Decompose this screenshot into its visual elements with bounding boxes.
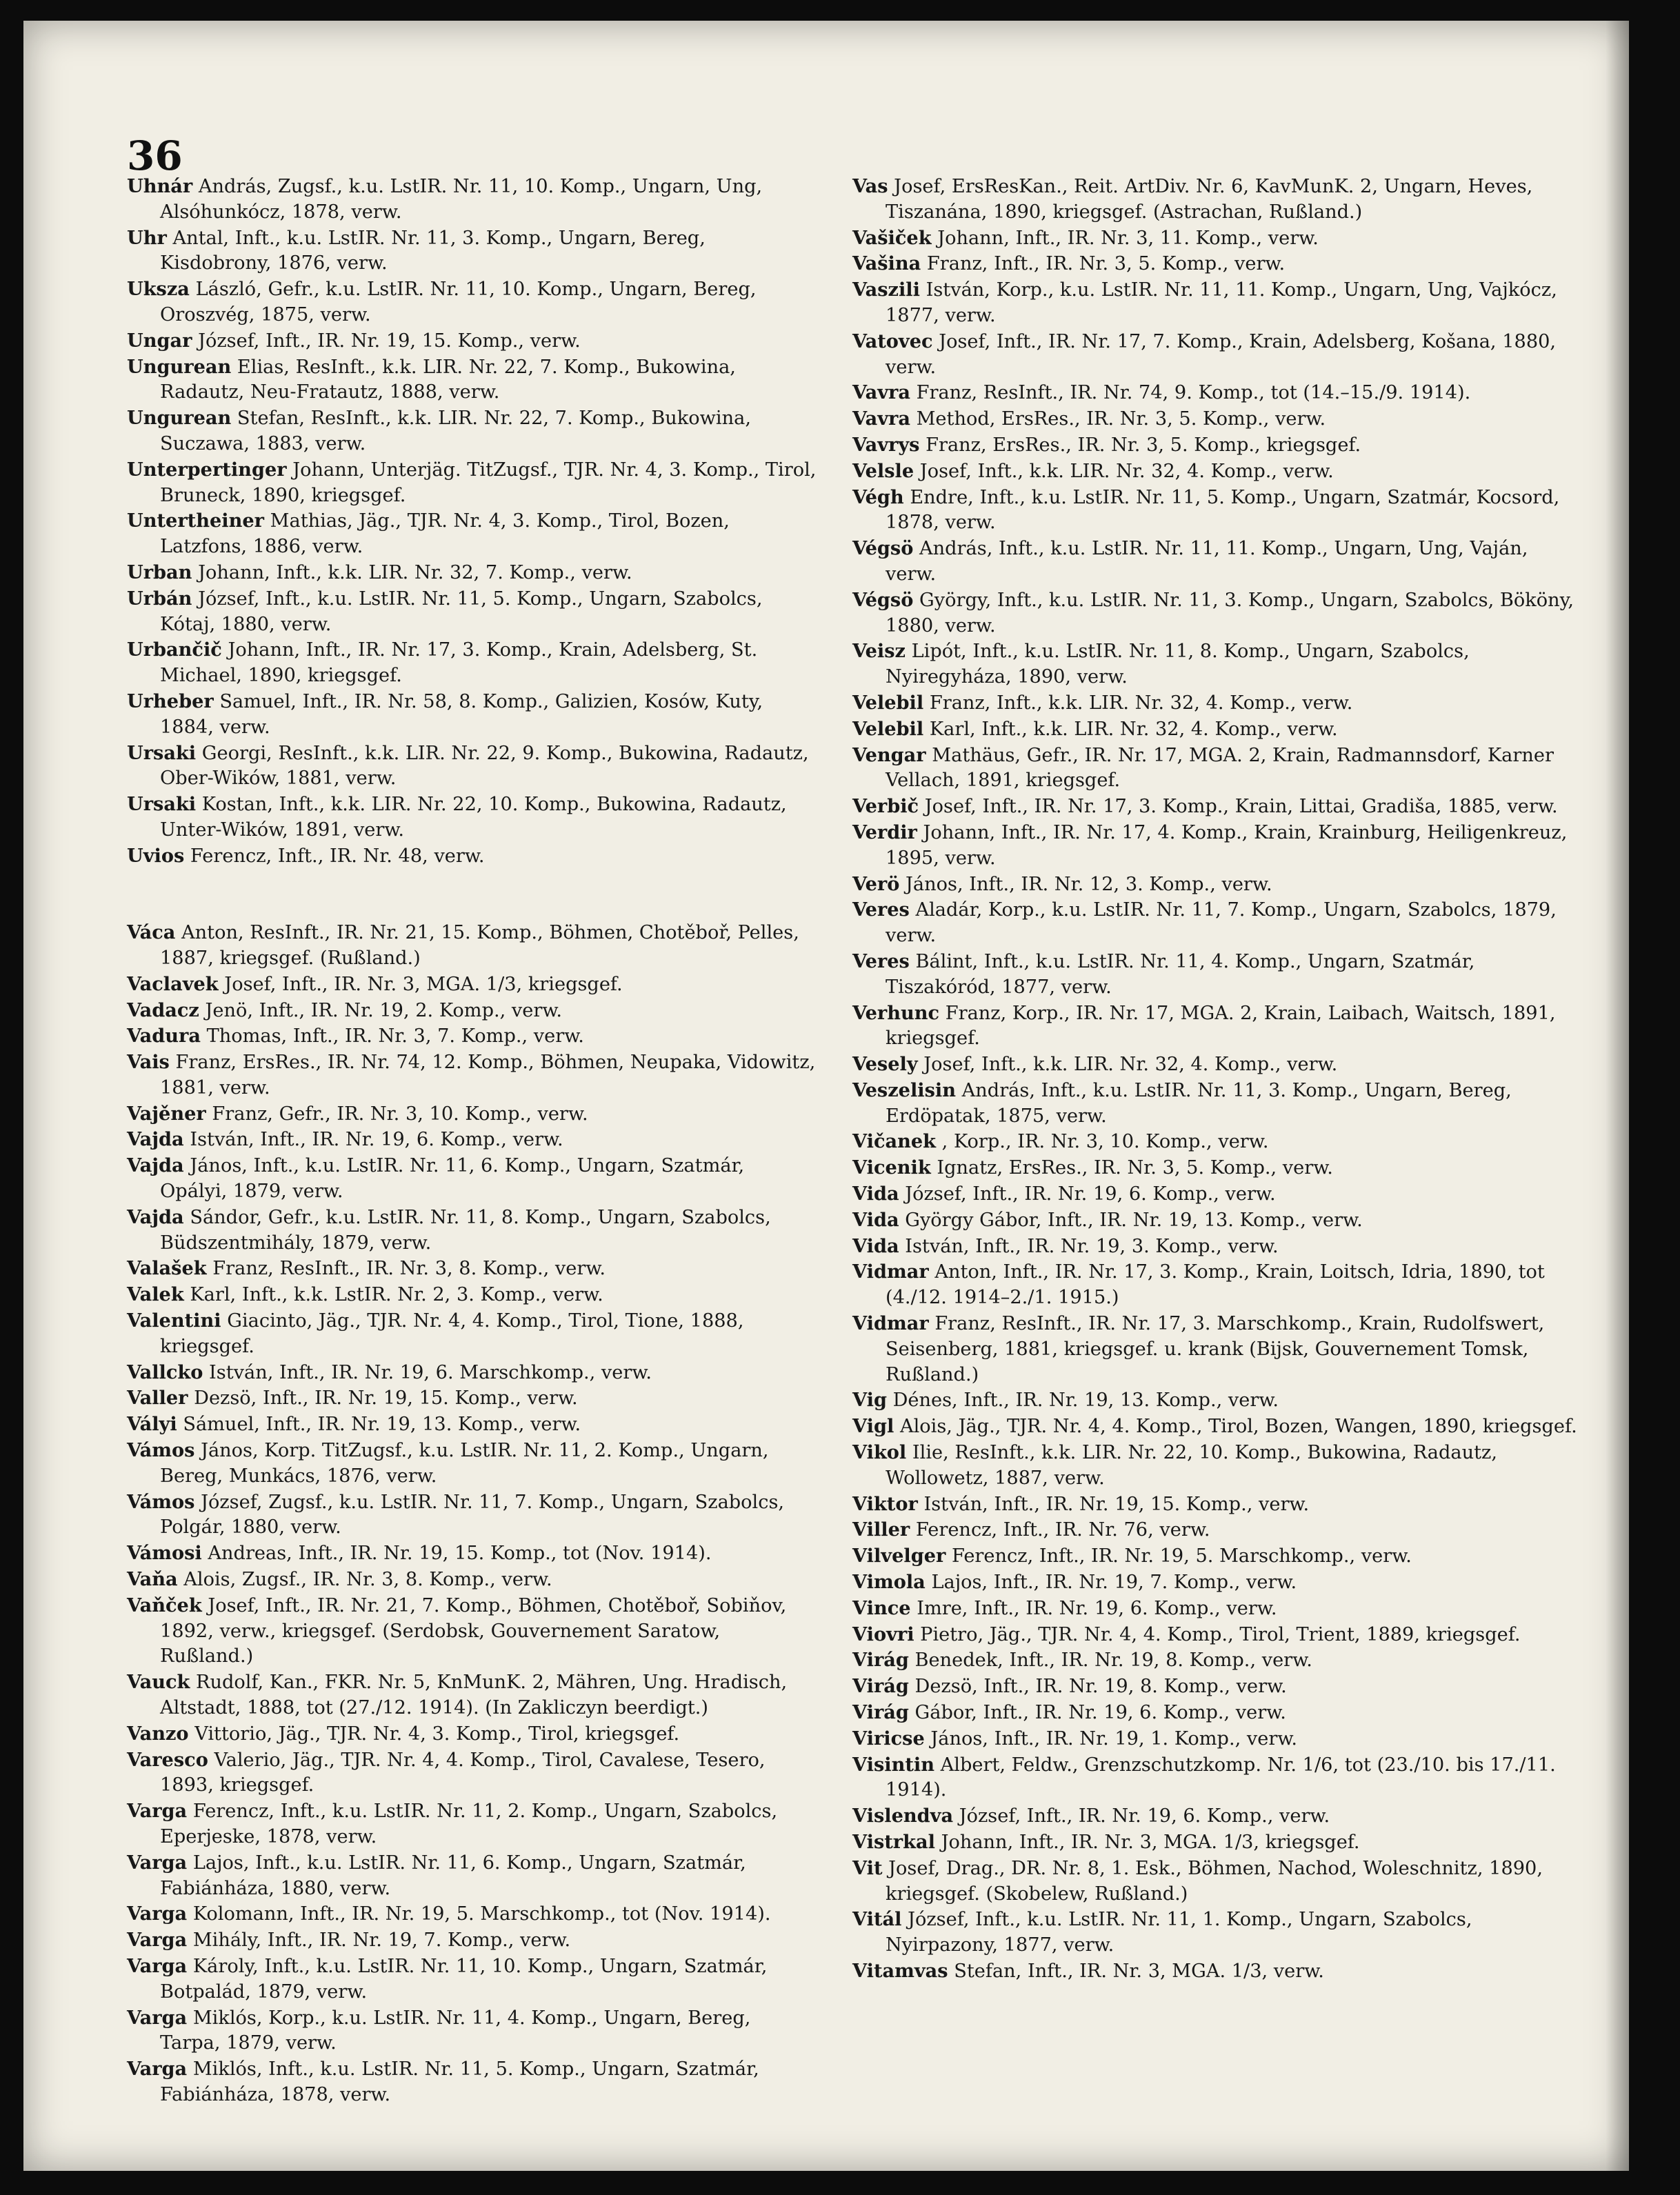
entry-details: Valerio, Jäg., TJR. Nr. 4, 4. Komp., Tirol, Cavalese, Tesero, 1893, kriegsgef. [160,1749,766,1796]
entry-details: György Gábor, Inft., IR. Nr. 19, 13. Komp., verw. [899,1209,1363,1231]
register-entry [852,1052,1580,1078]
entry-details: József, Inft., k.u. LstIR. Nr. 11, 5. Komp., Ungarn, Szabolcs, Kótaj, 1880, verw. [160,588,763,635]
register-entry [127,1798,817,1850]
entry-details: József, Inft., k.u. LstIR. Nr. 11, 1. Komp., Ungarn, Szabolcs, Nyirpazony, 1877, verw. [886,1909,1472,1956]
register-entry [127,1490,817,1541]
entry-surname: Verhunc [852,1001,940,1024]
entry-surname: Varesco [127,1748,208,1771]
register-entry [852,1259,1580,1311]
register-entry [852,329,1580,381]
entry-surname: Vikol [852,1441,907,1464]
entry-surname: Vajda [127,1128,184,1151]
entry-details: Anton, ResInft., IR. Nr. 21, 15. Komp., Böhmen, Chotěboř, Pelles, 1887, kriegsgef. (Rußland.) [160,922,799,969]
entry-surname: Vida [852,1234,899,1257]
register-entry [127,1721,817,1747]
register-entry [127,560,817,586]
entry-details: Ferencz, Inft., IR. Nr. 19, 5. Marschkomp., verw. [946,1545,1412,1567]
register-entry [852,380,1580,406]
entry-details: Josef, ErsResKan., Reit. ArtDiv. Nr. 6, KavMunK. 2, Ungarn, Heves, Tiszanána, 1890, kriegsgef. (Astrachan, Rußland.) [886,176,1533,223]
entry-surname: Vistrkal [852,1831,935,1853]
entry-details: Franz, Inft., k.k. LIR. Nr. 32, 4. Komp., verw. [923,692,1353,714]
register-entry [852,794,1580,820]
entry-details: János, Inft., k.u. LstIR. Nr. 11, 6. Komp., Ungarn, Szatmár, Opályi, 1879, verw. [160,1155,745,1203]
entry-surname: Verö [852,872,900,895]
register-entry [127,1023,817,1050]
register-entry [127,174,817,225]
entry-details: Rudolf, Kan., FKR. Nr. 5, KnMunK. 2, Mähren, Ung. Hradisch, Altstadt, 1888, tot (27./12. 1914). (In Zakliczyn beerdigt.) [160,1672,788,1719]
entry-details: Mathäus, Gefr., IR. Nr. 17, MGA. 2, Krain, Radmannsdorf, Karner Vellach, 1891, kriegsgef. [886,744,1554,792]
entry-surname: Velebil [852,691,924,714]
register-entry [852,639,1580,690]
entry-surname: Uhr [127,226,167,249]
entry-details: István, Inft., IR. Nr. 19, 6. Komp., verw. [183,1129,563,1151]
entry-details: János, Korp. TitZugsf., k.u. LstIR. Nr. 11, 2. Komp., Ungarn, Bereg, Munkács, 1876, verw. [160,1440,769,1487]
entry-surname: Varga [127,2058,188,2081]
entry-surname: Vida [852,1208,899,1231]
register-entry [127,1127,817,1153]
register-entry [127,1927,817,1954]
entry-surname: Vesely [852,1053,918,1076]
entry-details: Benedek, Inft., IR. Nr. 19, 8. Komp., verw. [908,1650,1312,1672]
entry-surname: Vallcko [127,1361,203,1383]
entry-surname: Valašek [127,1257,207,1280]
register-entry [127,1308,817,1360]
register-entry [852,588,1580,639]
entry-details: Giacinto, Jäg., TJR. Nr. 4, 4. Komp., Tirol, Tione, 1888, kriegsgef. [160,1310,744,1357]
entry-details: Gábor, Inft., IR. Nr. 19, 6. Komp., verw. [908,1702,1286,1724]
entry-surname: Ursaki [127,793,197,816]
right-column [852,174,1580,1985]
entry-surname: Viller [852,1519,910,1541]
entry-details: Lajos, Inft., k.u. LstIR. Nr. 11, 6. Komp., Ungarn, Szatmár, Fabiánháza, 1880, verw. [160,1852,746,1899]
entry-details: Franz, Gefr., IR. Nr. 3, 10. Komp., verw. [206,1103,588,1125]
entry-surname: Urheber [127,690,214,712]
register-entry [127,225,817,277]
register-entry [127,405,817,457]
entry-surname: Unterpertinger [127,458,287,481]
entry-surname: Viricse [852,1727,925,1750]
entry-surname: Vislendva [852,1805,954,1827]
register-entry [127,689,817,741]
entry-surname: Vavrys [852,433,920,456]
entry-surname: Vadacz [127,999,199,1021]
left-entry-group-v [127,920,817,2108]
entry-details: István, Inft., IR. Nr. 19, 6. Marschkomp., verw. [203,1361,652,1383]
entry-details: Dezsö, Inft., IR. Nr. 19, 8. Komp., verw. [908,1676,1287,1698]
entry-details: Kostan, Inft., k.k. LIR. Nr. 22, 10. Komp., Bukowina, Radautz, Unter-Wików, 1891, verw. [160,794,787,841]
register-entry [852,1907,1580,1958]
entry-surname: Vengar [852,743,926,766]
register-entry [852,1234,1580,1260]
entry-surname: Vauck [127,1671,190,1694]
entry-details: Josef, Inft., k.k. LIR. Nr. 32, 4. Komp., verw. [914,460,1334,482]
entry-details: András, Inft., k.u. LstIR. Nr. 11, 3. Komp., Ungarn, Bereg, Erdöpatak, 1875, verw. [886,1079,1512,1127]
register-entry [852,277,1580,329]
register-entry [852,1311,1580,1387]
entry-details: Karl, Inft., k.k. LstIR. Nr. 2, 3. Komp., verw. [183,1284,603,1306]
entry-surname: Vas [852,175,888,197]
entry-surname: Vadura [127,1025,201,1048]
entry-surname: Vaňa [127,1568,178,1591]
register-entry [852,716,1580,743]
entry-details: Kolomann, Inft., IR. Nr. 19, 5. Marschkomp., tot (Nov. 1914). [187,1903,771,1925]
register-entry [852,1440,1580,1492]
section-gap [127,870,817,921]
register-entry [127,637,817,689]
entry-details: Mihály, Inft., IR. Nr. 19, 7. Komp., verw. [187,1930,571,1952]
register-entry [127,1901,817,1927]
entry-details: János, Inft., IR. Nr. 19, 1. Komp., verw. [924,1727,1298,1750]
register-entry [127,277,817,328]
entry-surname: Varga [127,2006,188,2029]
entry-details: András, Inft., k.u. LstIR. Nr. 11, 11. Komp., Ungarn, Ung, Vaján, verw. [886,538,1528,585]
register-entry [127,1360,817,1386]
entry-surname: Vig [852,1389,887,1412]
entry-details: Ferencz, Inft., IR. Nr. 48, verw. [184,845,485,867]
entry-surname: Vaszili [852,279,920,301]
register-entry [127,1567,817,1593]
entry-surname: Végsö [852,537,914,560]
entry-details: Endre, Inft., k.u. LstIR. Nr. 11, 5. Komp., Ungarn, Szatmár, Kocsord, 1878, verw. [886,486,1560,534]
entry-details: Johann, Inft., IR. Nr. 17, 3. Komp., Krain, Adelsberg, St. Michael, 1890, kriegsgef. [160,639,758,687]
register-entry [127,1385,817,1412]
entry-surname: Viovri [852,1623,914,1645]
entry-details: Anton, Inft., IR. Nr. 17, 3. Komp., Krain, Loitsch, Idria, 1890, tot (4./12. 1914–2./1. 1915.) [886,1261,1545,1309]
entry-surname: Vavra [852,381,910,404]
entry-surname: Vimola [852,1571,926,1594]
entry-details: Johann, Unterjäg. TitZugsf., TJR. Nr. 4, 3. Komp., Tirol, Bruneck, 1890, kriegsgef. [160,459,817,506]
entry-details: Jenö, Inft., IR. Nr. 19, 2. Komp., verw. [199,999,563,1021]
entry-surname: Végh [852,485,904,508]
entry-details: Johann, Inft., IR. Nr. 3, 11. Komp., verw. [931,227,1319,249]
entry-details: Lajos, Inft., IR. Nr. 19, 7. Komp., verw. [925,1572,1297,1594]
register-entry [127,1670,817,1721]
register-entry [127,1954,817,2005]
entry-details: Ignatz, ErsRes., IR. Nr. 3, 5. Komp., verw. [930,1157,1333,1179]
register-entry [127,354,817,406]
register-entry [127,1282,817,1308]
register-entry [852,1387,1580,1414]
entry-details: Josef, Inft., IR. Nr. 21, 7. Komp., Böhmen, Chotěboř, Sobiňov, 1892, verw., kriegsgef. (Serdobsk, Gouvernement Saratow, Rußland.) [160,1594,787,1667]
entry-details: Josef, Drag., DR. Nr. 8, 1. Esk., Böhmen, Nachod, Woleschnitz, 1890, kriegsgef. (Skobelew, Rußland.) [882,1857,1543,1905]
register-entry [852,1078,1580,1130]
entry-surname: Urbán [127,587,192,610]
entry-details: Alois, Jäg., TJR. Nr. 4, 4. Komp., Tirol, Bozen, Wangen, 1890, kriegsgef. [894,1416,1577,1438]
entry-surname: Vince [852,1596,911,1619]
entry-surname: Virág [852,1701,909,1724]
register-entry [852,1414,1580,1440]
register-entry [852,820,1580,872]
register-entry [852,1543,1580,1570]
entry-surname: Vida [852,1183,899,1205]
entry-details: Georgi, ResInft., k.k. LIR. Nr. 22, 9. Komp., Bukowina, Radautz, Ober-Wików, 1881, verw. [160,742,809,790]
entry-details: Franz, ResInft., IR. Nr. 17, 3. Marschkomp., Krain, Rudolfswert, Seisenberg, 1881, kriegsgef. u. krank (Bijsk, Gouvernement Tomsk, Rußland.) [886,1313,1545,1385]
entry-surname: Ungar [127,329,192,352]
register-entry [852,1726,1580,1752]
entry-surname: Vavra [852,408,910,430]
book-page [23,21,1629,2171]
entry-details: Lipót, Inft., k.u. LstIR. Nr. 11, 8. Komp., Ungarn, Szabolcs, Nyiregyháza, 1890, verw. [886,641,1470,688]
entry-surname: Uksza [127,278,190,301]
register-entry [127,1050,817,1101]
register-entry [852,1958,1580,1985]
entry-surname: Végsö [852,588,914,611]
entry-surname: Vigl [852,1415,894,1438]
register-entry [127,792,817,843]
entry-details: András, Zugsf., k.u. LstIR. Nr. 11, 10. Komp., Ungarn, Ung, Alsóhunkócz, 1878, verw. [160,176,763,223]
register-entry [852,743,1580,794]
entry-details: Bálint, Inft., k.u. LstIR. Nr. 11, 4. Komp., Ungarn, Szatmár, Tiszakóród, 1877, verw. [886,950,1475,998]
entry-surname: Vais [127,1051,170,1074]
entry-surname: Valler [127,1387,188,1410]
entry-details: János, Inft., IR. Nr. 12, 3. Komp., verw. [899,873,1272,895]
entry-surname: Vályi [127,1413,177,1436]
entry-details: Vittorio, Jäg., TJR. Nr. 4, 3. Komp., Tirol, kriegsgef. [188,1723,680,1745]
entry-details: Miklós, Inft., k.u. LstIR. Nr. 11, 5. Komp., Ungarn, Szatmár, Fabiánháza, 1878, verw. [160,2058,759,2105]
entry-surname: Vidmar [852,1312,929,1335]
register-entry [127,1541,817,1567]
entry-details: József, Inft., IR. Nr. 19, 6. Komp., verw. [953,1805,1330,1827]
entry-details: Franz, Inft., IR. Nr. 3, 5. Komp., verw. [921,253,1286,275]
register-entry [127,508,817,560]
register-entry [127,1412,817,1438]
entry-details: Johann, Inft., k.k. LIR. Nr. 32, 7. Komp., verw. [192,561,632,583]
entry-surname: Vatovec [852,330,933,352]
register-entry [127,1593,817,1670]
entry-details: József, Inft., IR. Nr. 19, 15. Komp., verw. [192,330,581,352]
entry-surname: Uvios [127,844,185,867]
entry-surname: Ungurean [127,407,232,430]
entry-surname: Varga [127,1929,188,1952]
entry-surname: Vajda [127,1205,184,1228]
entry-details: Elias, ResInft., k.k. LIR. Nr. 22, 7. Komp., Bukowina, Radautz, Neu-Fratautz, 1888, verw. [160,356,736,403]
entry-surname: Vámos [127,1439,195,1462]
register-entry [852,1001,1580,1052]
entry-surname: Vitál [852,1908,902,1931]
entry-details: Ferencz, Inft., k.u. LstIR. Nr. 11, 2. Komp., Ungarn, Szabolcs, Eperjeske, 1878, verw. [160,1801,778,1847]
register-entry [127,328,817,354]
register-entry [127,1205,817,1256]
left-entry-group-u [127,174,817,870]
entry-details: Samuel, Inft., IR. Nr. 58, 8. Komp., Galizien, Kosów, Kuty, 1884, verw. [160,690,763,738]
entry-surname: Veres [852,899,910,921]
entry-surname: Vit [852,1856,883,1879]
entry-surname: Vašina [852,252,921,275]
register-entry [127,2005,817,2057]
entry-surname: Vaclavek [127,972,219,995]
register-entry [127,1438,817,1490]
register-entry [852,1700,1580,1726]
entry-surname: Veres [852,950,910,972]
entry-surname: Untertheiner [127,510,264,532]
register-entry [127,741,817,792]
entry-surname: Varga [127,1851,188,1874]
register-entry [127,972,817,998]
register-entry [127,920,817,972]
entry-surname: Vilvelger [852,1545,946,1567]
entry-details: László, Gefr., k.u. LstIR. Nr. 11, 10. Komp., Ungarn, Bereg, Oroszvég, 1875, verw. [160,279,757,325]
register-entry [852,1155,1580,1181]
entry-surname: Ursaki [127,741,197,764]
register-entry [852,432,1580,459]
register-entry [127,2056,817,2108]
register-entry [852,1570,1580,1596]
entry-details: Franz, ErsRes., IR. Nr. 74, 12. Komp., Böhmen, Neupaka, Vidowitz, 1881, verw. [160,1052,816,1099]
register-entry [127,1153,817,1205]
entry-surname: Vajěner [127,1102,206,1125]
entry-details: Josef, Inft., IR. Nr. 17, 3. Komp., Krain, Littai, Gradiša, 1885, verw. [919,796,1558,818]
register-entry [852,949,1580,1001]
register-entry [852,690,1580,716]
entry-surname: Varga [127,1954,188,1977]
right-entry-group [852,174,1580,1985]
register-entry [127,586,817,638]
register-entry [127,843,817,870]
register-entry [852,1674,1580,1700]
register-entry [127,1101,817,1127]
entry-surname: Virág [852,1675,909,1698]
entry-details: Stefan, Inft., IR. Nr. 3, MGA. 1/3, verw. [948,1960,1324,1982]
entry-details: Stefan, ResInft., k.k. LIR. Nr. 22, 7. Komp., Bukowina, Suczawa, 1883, verw. [160,408,751,454]
register-entry [852,1207,1580,1234]
entry-details: Karl, Inft., k.k. LIR. Nr. 32, 4. Komp., verw. [923,718,1338,740]
entry-details: Josef, Inft., IR. Nr. 3, MGA. 1/3, kriegsgef. [218,973,623,995]
entry-details: Sándor, Gefr., k.u. LstIR. Nr. 11, 8. Komp., Ungarn, Szabolcs, Büdszentmihály, 1879, verw. [160,1206,771,1254]
entry-surname: Váca [127,921,176,944]
register-entry [852,536,1580,588]
register-entry [852,1492,1580,1518]
entry-details: Aladár, Korp., k.u. LstIR. Nr. 11, 7. Komp., Ungarn, Szabolcs, 1879, verw. [886,899,1557,947]
entry-details: Mathias, Jäg., TJR. Nr. 4, 3. Komp., Tirol, Bozen, Latzfons, 1886, verw. [160,510,730,558]
register-entry [852,1647,1580,1674]
entry-details: József, Zugsf., k.u. LstIR. Nr. 11, 7. Komp., Ungarn, Szabolcs, Polgár, 1880, verw. [160,1491,785,1538]
entry-details: Imre, Inft., IR. Nr. 19, 6. Komp., verw. [910,1597,1277,1619]
entry-details: Josef, Inft., IR. Nr. 17, 7. Komp., Krain, Adelsberg, Košana, 1880, verw. [886,330,1557,378]
entry-details: Johann, Inft., IR. Nr. 17, 4. Komp., Krain, Krainburg, Heiligenkreuz, 1895, verw. [886,821,1568,869]
entry-details: Andreas, Inft., IR. Nr. 19, 15. Komp., tot (Nov. 1914). [201,1543,712,1565]
entry-details: Sámuel, Inft., IR. Nr. 19, 13. Komp., verw. [177,1414,581,1436]
entry-surname: Valek [127,1283,184,1306]
entry-surname: Urbančič [127,639,222,661]
register-entry [852,459,1580,485]
register-entry [852,1752,1580,1804]
register-entry [852,1856,1580,1907]
register-entry [852,1803,1580,1830]
entry-surname: Valentini [127,1310,221,1332]
entry-surname: Vámos [127,1490,195,1513]
entry-surname: Uhnár [127,175,193,197]
entry-surname: Visintin [852,1753,934,1776]
entry-surname: Varga [127,1903,188,1925]
entry-surname: Ungurean [127,355,232,378]
entry-surname: Vidmar [852,1261,929,1283]
entry-surname: Vičanek [852,1130,937,1153]
page-number: 36 [127,132,183,179]
entry-surname: Veisz [852,640,906,663]
entry-details: Dénes, Inft., IR. Nr. 19, 13. Komp., verw. [886,1390,1279,1412]
entry-details: Method, ErsRes., IR. Nr. 3, 5. Komp., verw. [910,408,1326,430]
entry-details: István, Inft., IR. Nr. 19, 15. Komp., verw. [917,1493,1310,1515]
entry-details: György, Inft., k.u. LstIR. Nr. 11, 3. Komp., Ungarn, Szabolcs, Bököny, 1880, verw. [886,589,1574,637]
entry-details: Ilie, ResInft., k.k. LIR. Nr. 22, 10. Komp., Bukowina, Radautz, Wollowetz, 1887, verw. [886,1442,1498,1489]
register-entry [852,485,1580,537]
register-entry [852,406,1580,432]
register-entry [852,1830,1580,1856]
entry-details: Franz, ResInft., IR. Nr. 3, 8. Komp., verw. [206,1258,606,1280]
entry-details: Franz, ResInft., IR. Nr. 74, 9. Komp., tot (14.–15./9. 1914). [910,382,1471,404]
register-entry [127,457,817,509]
entry-surname: Velsle [852,459,914,482]
entry-surname: Vašiček [852,226,932,249]
register-entry [127,1256,817,1282]
entry-details: Alois, Zugsf., IR. Nr. 3, 8. Komp., verw. [177,1569,552,1591]
entry-details: István, Korp., k.u. LstIR. Nr. 11, 11. Komp., Ungarn, Ung, Vajkócz, 1877, verw. [886,279,1557,326]
entry-surname: Vicenik [852,1156,931,1179]
entry-details: Miklós, Korp., k.u. LstIR. Nr. 11, 4. Komp., Ungarn, Bereg, Tarpa, 1879, verw. [160,2007,751,2054]
entry-details: Albert, Feldw., Grenzschutzkomp. Nr. 1/6, tot (23./10. bis 17./11. 1914). [886,1754,1556,1801]
entry-details: Pietro, Jäg., TJR. Nr. 4, 4. Komp., Tirol, Trient, 1889, kriegsgef. [914,1623,1521,1645]
register-entry [852,897,1580,949]
entry-surname: Verbič [852,795,919,818]
entry-surname: Vámosi [127,1542,202,1565]
register-entry [852,1181,1580,1207]
entry-details: Johann, Inft., IR. Nr. 3, MGA. 1/3, kriegsgef. [934,1832,1360,1853]
register-entry [127,998,817,1024]
entry-surname: Urban [127,561,192,583]
register-entry [852,1596,1580,1622]
entry-details: Dezsö, Inft., IR. Nr. 19, 15. Komp., verw. [188,1387,578,1410]
entry-details: Thomas, Inft., IR. Nr. 3, 7. Komp., verw. [200,1025,584,1048]
register-entry [852,1622,1580,1648]
register-entry [852,872,1580,898]
entry-surname: Vaňček [127,1594,202,1616]
left-column [127,174,817,2108]
entry-surname: Veszelisin [852,1079,956,1101]
register-entry [127,1850,817,1902]
entry-details: Károly, Inft., k.u. LstIR. Nr. 11, 10. Komp., Ungarn, Szatmár, Botpalád, 1879, verw. [160,1955,768,2003]
entry-surname: Viktor [852,1492,918,1515]
register-entry [127,1747,817,1799]
register-entry [852,1517,1580,1543]
entry-surname: Varga [127,1800,188,1823]
entry-surname: Virág [852,1649,909,1672]
entry-details: Franz, ErsRes., IR. Nr. 3, 5. Komp., kriegsgef. [919,434,1361,456]
entry-surname: Velebil [852,717,924,740]
entry-details: István, Inft., IR. Nr. 19, 3. Komp., verw. [899,1235,1279,1257]
entry-details: Ferencz, Inft., IR. Nr. 76, verw. [910,1519,1210,1541]
entry-details: , Korp., IR. Nr. 3, 10. Komp., verw. [936,1131,1269,1153]
entry-surname: Verdir [852,821,917,843]
register-entry [852,174,1580,225]
entry-details: Josef, Inft., k.k. LIR. Nr. 32, 4. Komp., verw. [917,1054,1338,1076]
register-entry [852,225,1580,252]
register-entry [852,251,1580,277]
entry-surname: Vitamvas [852,1959,948,1982]
entry-details: Franz, Korp., IR. Nr. 17, MGA. 2, Krain, Laibach, Waitsch, 1891, kriegsgef. [886,1002,1556,1050]
register-entry [852,1129,1580,1155]
entry-surname: Vajda [127,1154,184,1177]
entry-surname: Vanzo [127,1722,189,1745]
entry-details: József, Inft., IR. Nr. 19, 6. Komp., verw. [899,1183,1276,1205]
entry-details: Antal, Inft., k.u. LstIR. Nr. 11, 3. Komp., Ungarn, Bereg, Kisdobrony, 1876, verw. [160,227,706,274]
